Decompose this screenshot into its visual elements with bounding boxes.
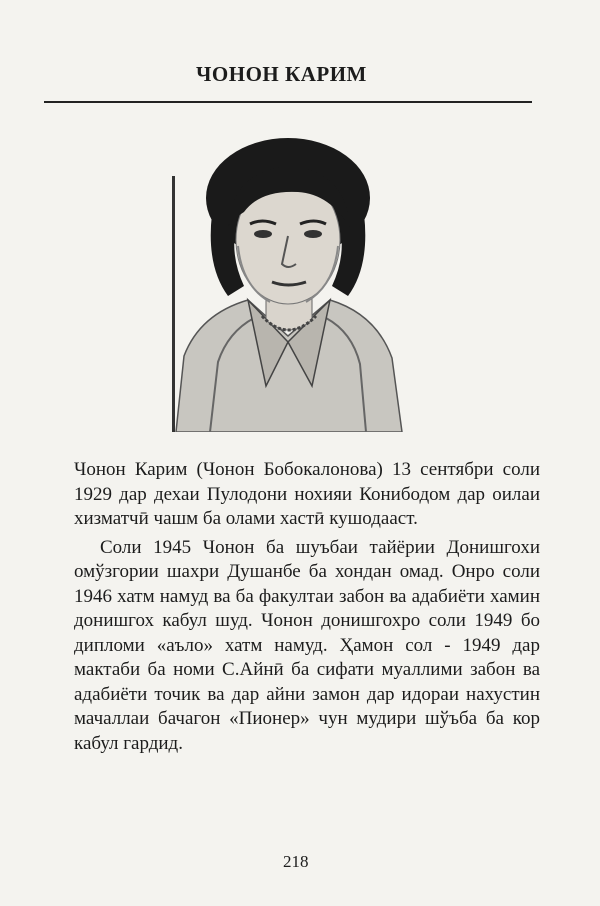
- page-number: 218: [283, 852, 309, 871]
- heading-rule: [44, 101, 532, 103]
- portrait-photo: [170, 136, 406, 432]
- page-heading: ЧОНОН КАРИМ: [196, 62, 367, 86]
- paragraph-intro: Чонон Карим (Чонон Бобокалонова) 13 сентябри соли 1929 дар дехаи Пулодони нохияи Конибодом дар оилаи хизматчӣ чашм ба олами хастӣ кушодааст.: [74, 459, 540, 529]
- biography-text: [74, 458, 540, 756]
- paragraph-education: Соли 1945 Чонон ба шуъбаи тайёрии Донишгохи омўзгории шахри Душанбе ба хондан омад. Онро соли 1946 хатм намуд ва ба факултаи забон ва адабиёти хамин донишгох кабул шуд. Чонон донишгохро соли 1949 бо дипломи «аъло» хатм намуд. Ҳамон сол - 1949 дар мактаби ба номи С.Айнӣ ба сифати муаллими забон ва адабиёти точик ва дар айни замон дар идораи нахустин мачаллаи бачагон «Пионер» чун мудири шўъба ба кор кабул гардид.: [74, 536, 540, 754]
